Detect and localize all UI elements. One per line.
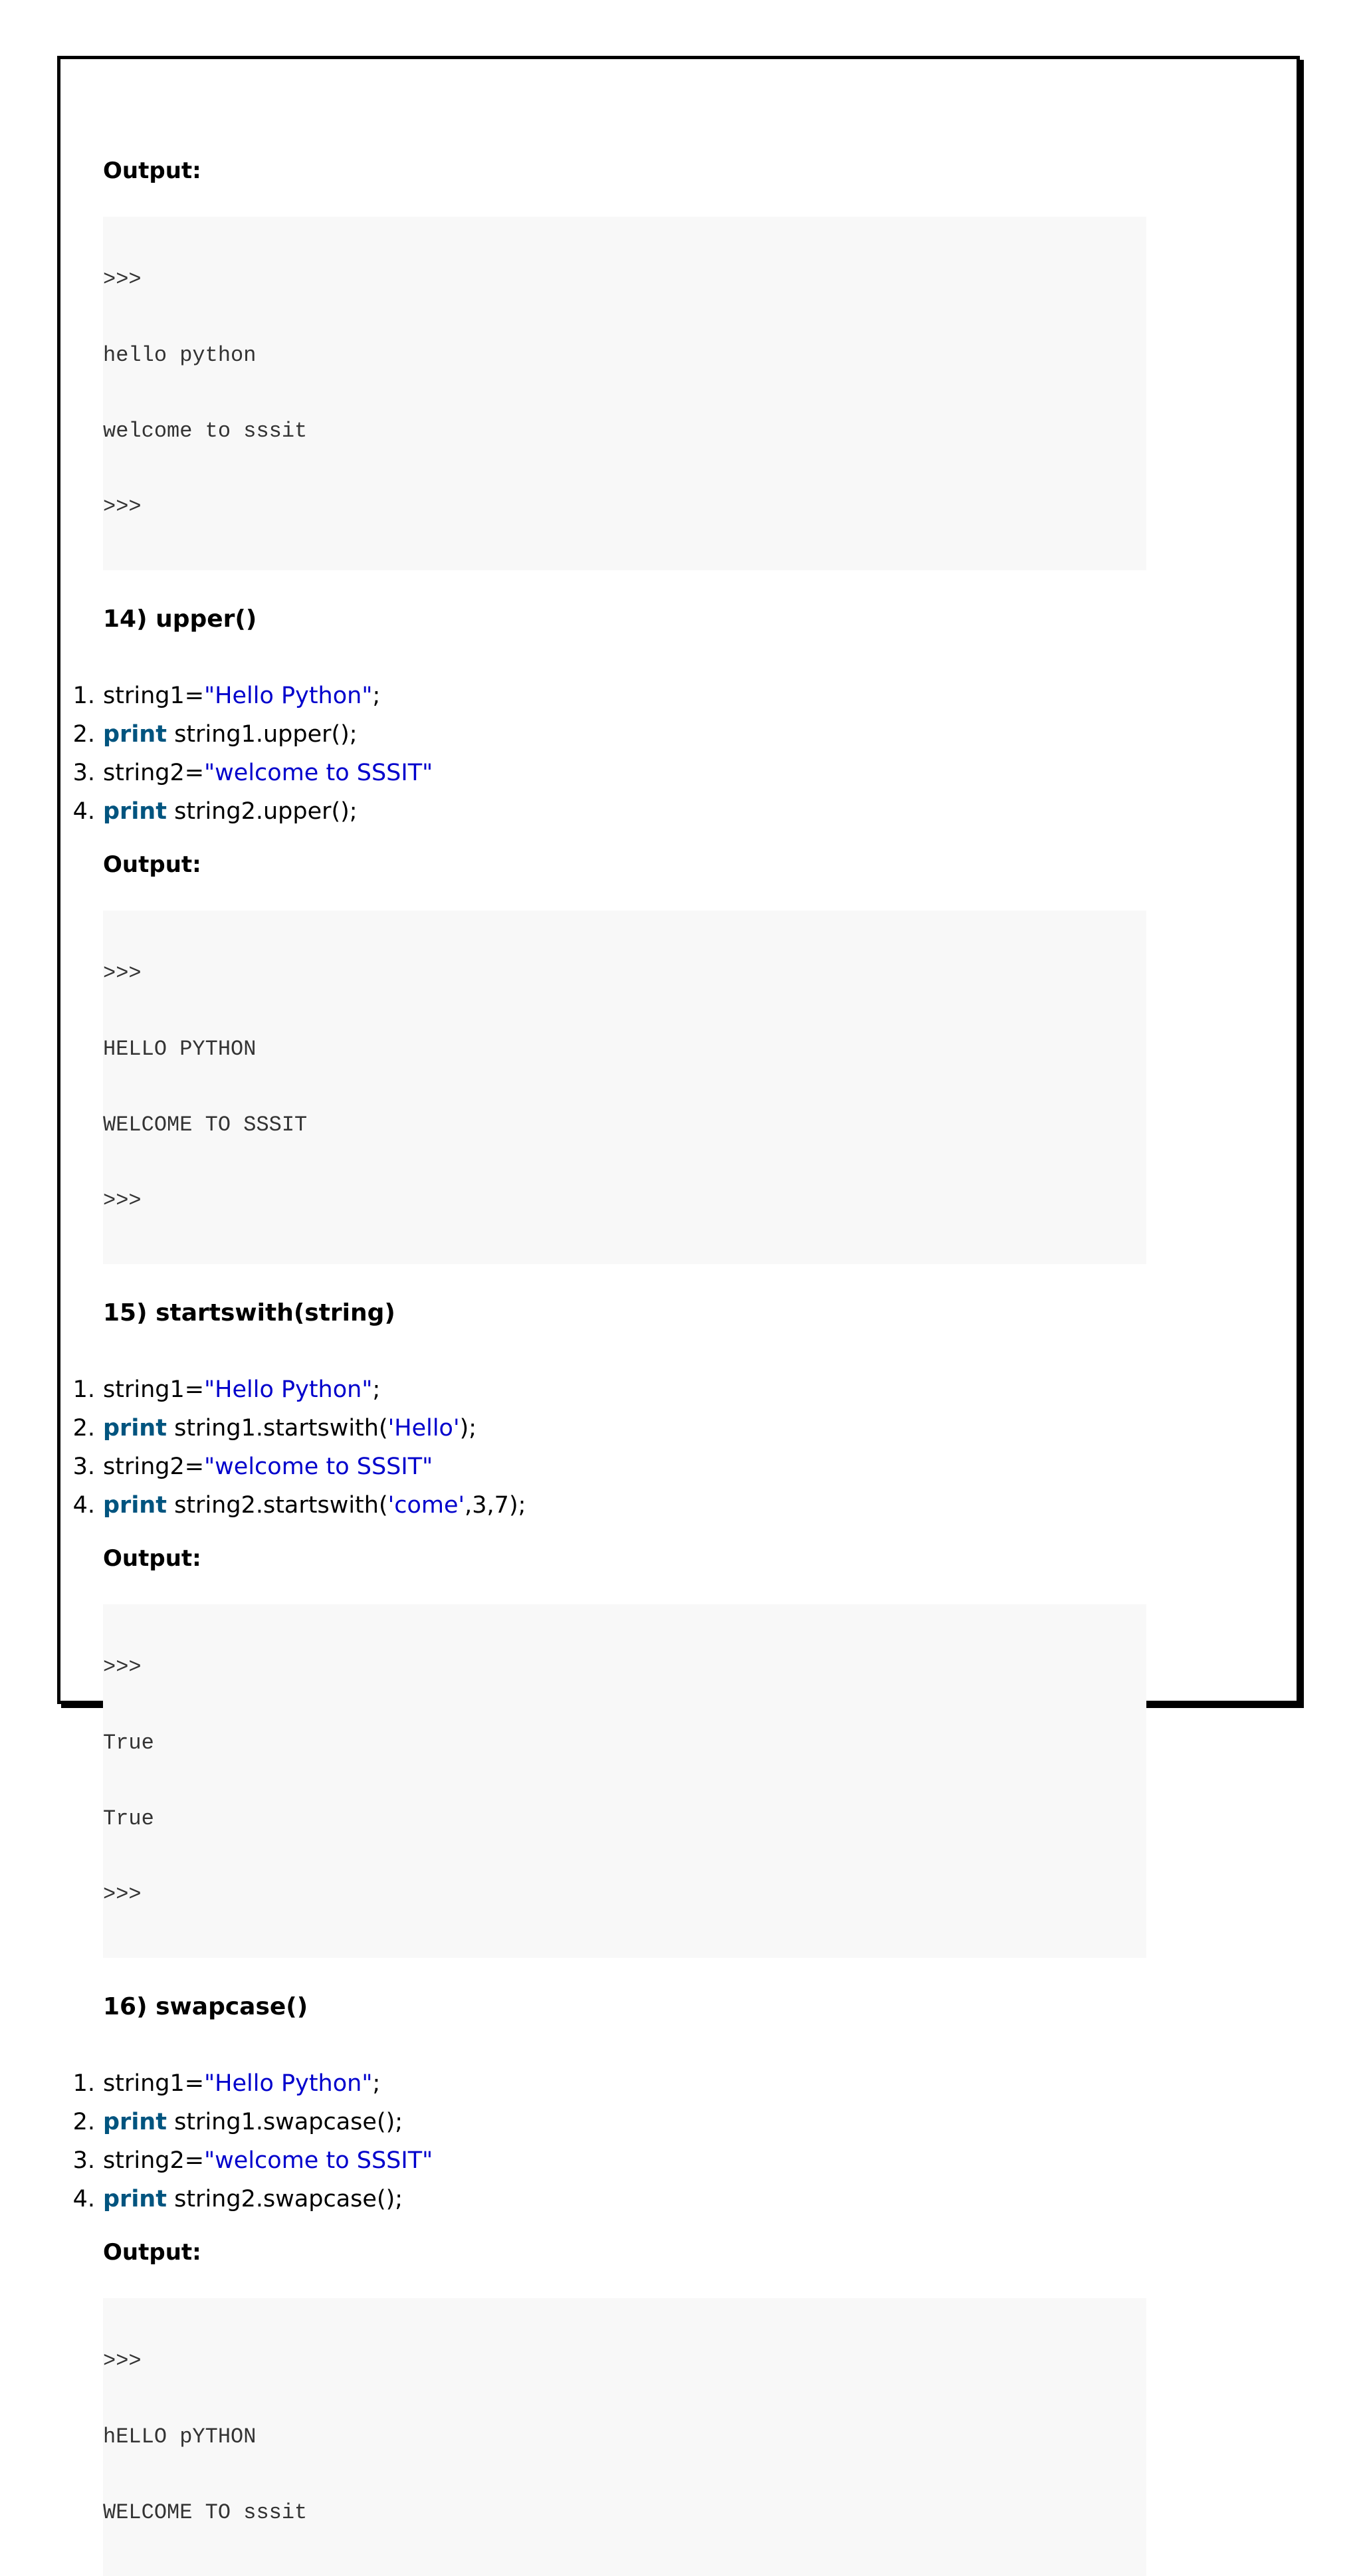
output-line: >>> — [103, 961, 142, 986]
output-line: hELLO pYTHON — [103, 2424, 257, 2449]
section-heading: 15) startswith(string) — [103, 1299, 395, 1327]
code-line: 3. string2="welcome to SSSIT" — [72, 760, 433, 786]
output-line: >>> — [103, 267, 142, 292]
code-line: 4. print string2.swapcase(); — [72, 2186, 403, 2212]
code-line: 4. print string2.startswith('come',3,7); — [72, 1492, 526, 1519]
output-label: Output: — [103, 1545, 201, 1572]
code-listing — [72, 677, 1206, 831]
code-line: 4. print string2.upper(); — [72, 798, 358, 825]
output-line: >>> — [103, 2349, 142, 2373]
section-startswith — [72, 1299, 1206, 1958]
code-line: 2. print string1.swapcase(); — [72, 2109, 403, 2135]
section-upper — [72, 605, 1206, 1264]
output-line: >>> — [103, 1655, 142, 1679]
output-line: >>> — [103, 494, 142, 519]
output-line: >>> — [103, 1188, 142, 1213]
output-console — [103, 1604, 1146, 1958]
output-block-1 — [103, 160, 1206, 570]
code-line: 3. string2="welcome to SSSIT" — [72, 2147, 433, 2174]
code-listing — [72, 1370, 1206, 1525]
output-line: HELLO PYTHON — [103, 1037, 257, 1061]
output-line: WELCOME TO SSSIT — [103, 1113, 308, 1137]
code-line: 2. print string1.startswith('Hello'); — [72, 1415, 477, 1442]
code-line: 1. string1="Hello Python"; — [72, 683, 381, 709]
section-heading: 14) upper() — [103, 605, 257, 633]
output-line: True — [103, 1731, 154, 1755]
code-line: 2. print string1.upper(); — [72, 721, 358, 748]
section-heading: 16) swapcase() — [103, 1993, 308, 2020]
document-content — [72, 106, 1206, 2576]
output-console — [103, 2298, 1146, 2576]
output-label: Output: — [103, 2239, 201, 2266]
output-line: WELCOME TO sssit — [103, 2500, 308, 2525]
output-console — [103, 217, 1146, 570]
output-label: Output: — [103, 158, 201, 184]
output-line: >>> — [103, 1882, 142, 1907]
output-line: True — [103, 1806, 154, 1831]
section-swapcase — [72, 1993, 1206, 2576]
output-line: welcome to sssit — [103, 419, 308, 443]
output-label: Output: — [103, 851, 201, 878]
code-line: 3. string2="welcome to SSSIT" — [72, 1453, 433, 1480]
code-line: 1. string1="Hello Python"; — [72, 2070, 381, 2097]
code-listing — [72, 2064, 1206, 2218]
output-console — [103, 911, 1146, 1264]
code-line: 1. string1="Hello Python"; — [72, 1376, 381, 1403]
output-line: hello python — [103, 343, 257, 368]
